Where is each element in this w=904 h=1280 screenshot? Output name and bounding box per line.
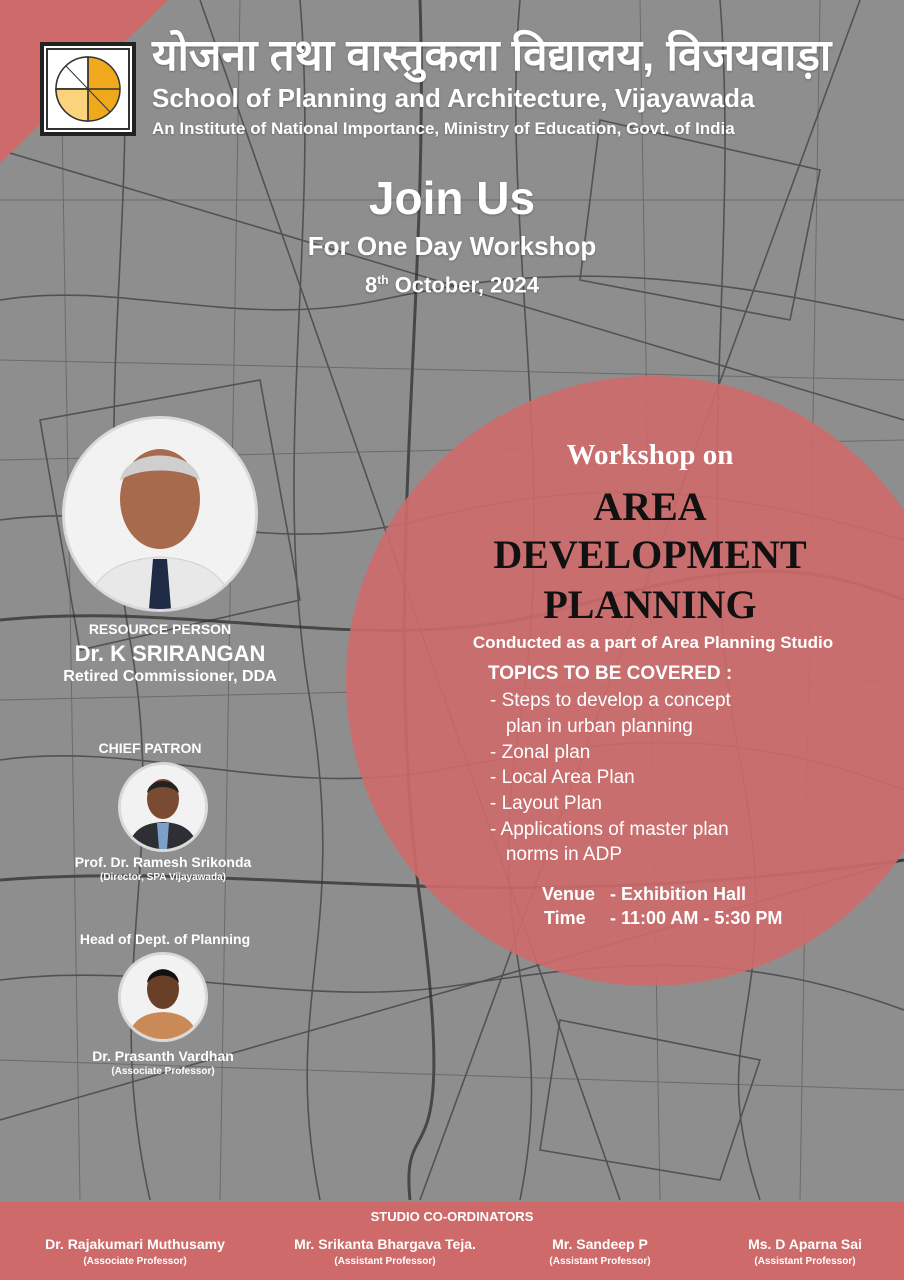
coordinator-role: (Assistant Professor) [754,1256,856,1267]
person-portrait-icon [121,955,205,1039]
topic-item: norms in ADP [490,844,622,865]
coordinator-name: Mr. Srikanta Bhargava Teja. [294,1236,476,1252]
topic-item: - Applications of master plan [490,819,729,840]
workshop-intro: Workshop on [566,439,734,471]
coordinator-role: (Associate Professor) [83,1256,187,1267]
venue-value: - Exhibition Hall [610,884,747,904]
resource-person-photo [62,416,258,612]
coordinator-role: (Assistant Professor) [334,1256,436,1267]
workshop-title-line2: DEVELOPMENT [493,532,807,577]
date-rest: October, 2024 [388,272,539,298]
coordinator-name: Mr. Sandeep P [552,1236,648,1252]
workshop-title-line3: PLANNING [543,582,757,627]
institute-name-english: School of Planning and Architecture, Vijayawada [152,83,755,113]
coordinators-heading: STUDIO CO-ORDINATORS [370,1209,534,1224]
chief-patron-photo [118,762,208,852]
person-portrait-icon [121,765,205,849]
topic-item: - Steps to develop a concept [490,690,731,711]
hod-name: Dr. Prasanth Vardhan [92,1048,234,1064]
venue-label: Venue [542,884,596,904]
resource-person-name: Dr. K SRIRANGAN [74,641,266,666]
topic-item: - Zonal plan [490,742,591,763]
workshop-conducted-note: Conducted as a part of Area Planning Studio [472,633,834,652]
hod-role: (Associate Professor) [111,1066,215,1077]
coordinator-role: (Assistant Professor) [549,1256,651,1267]
institute-tagline: An Institute of National Importance, Ministry of Education, Govt. of India [152,119,735,138]
topics-heading: TOPICS TO BE COVERED : [488,663,733,684]
hod-label: Head of Dept. of Planning [79,931,251,947]
time-label: Time [544,908,586,928]
coordinator-name: Ms. D Aparna Sai [748,1236,862,1252]
person-portrait-icon [65,419,255,609]
chief-patron-label: CHIEF PATRON [98,740,202,756]
institute-name-hindi: योजना तथा वास्तुकला विद्यालय, विजयवाड़ा [152,31,832,80]
spa-logo [40,42,136,136]
event-date [0,266,904,299]
resource-person-label: RESOURCE PERSON [88,621,232,637]
logo-emblem-icon [44,46,132,132]
topic-item: plan in urban planning [490,716,693,737]
topic-item: - Layout Plan [490,793,602,814]
date-day: 8 [365,272,378,298]
topic-item: - Local Area Plan [490,767,635,788]
chief-patron-name: Prof. Dr. Ramesh Srikonda [74,854,252,870]
coordinator-name: Dr. Rajakumari Muthusamy [45,1236,225,1252]
chief-patron-role: (Director, SPA Vijayawada) [100,872,226,883]
headline: Join Us [368,172,536,224]
hod-photo [118,952,208,1042]
resource-person-role: Retired Commissioner, DDA [63,668,277,685]
workshop-title-line1: AREA [593,484,707,529]
date-suffix: th [377,273,389,287]
time-value: - 11:00 AM - 5:30 PM [610,908,783,928]
subheadline: For One Day Workshop [307,231,597,261]
